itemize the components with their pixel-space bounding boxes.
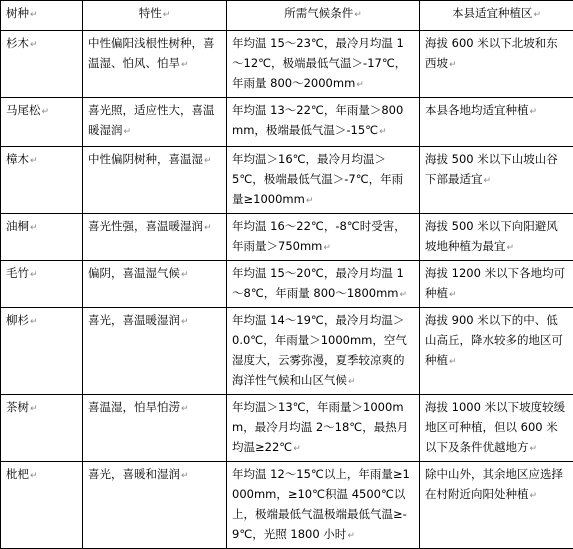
cell-species: 毛竹↵ xyxy=(1,261,83,308)
cell-region: 海拔 900 米以下的中、低山高丘，降水较多的地区可种植↵ xyxy=(420,308,573,395)
cell-region: 海拔 600 米以下北坡和东西坡↵ xyxy=(420,31,573,98)
cell-species: 柳杉↵ xyxy=(1,308,83,395)
cell-climate: 年均温 15～23℃，最冷月均温 1～12℃，极端最低气温＞-17℃，年雨量 800～2000mm↵ xyxy=(227,31,420,98)
table-row xyxy=(1,395,573,462)
cell-climate: 年均温 13～22℃，年雨量＞800mm，极端最低气温＞-15℃↵ xyxy=(227,98,420,147)
header-species: 树种↵ xyxy=(1,1,83,31)
cell-climate: 年均温＞13℃，年雨量＞1000mm，最冷月均温 2～18℃，最热月均温≥22℃↵ xyxy=(227,395,420,462)
cell-species: 枇杷↵ xyxy=(1,462,83,549)
cell-species: 樟木↵ xyxy=(1,147,83,214)
table-row xyxy=(1,31,573,98)
cell-species: 茶树↵ xyxy=(1,395,83,462)
cell-climate: 年均温 15～20℃，最冷月均温 1～8℃，年雨量 800～1800mm↵ xyxy=(227,261,420,308)
table-row xyxy=(1,147,573,214)
table-row xyxy=(1,261,573,308)
header-traits: 特性↵ xyxy=(83,1,227,31)
cell-climate: 年均温 14～19℃，最冷月均温＞0.0℃，年雨量＞1000mm，空气湿度大，云雾弥漫，夏季较凉爽的海洋性气候和山区气候↵ xyxy=(227,308,420,395)
cell-species: 马尾松↵ xyxy=(1,98,83,147)
cell-region: 本县各地均适宜种植↵ xyxy=(420,98,573,147)
cell-region: 海拔 500 米以下山坡山谷下部最适宜↵ xyxy=(420,147,573,214)
cell-species: 杉木↵ xyxy=(1,31,83,98)
table-row xyxy=(1,214,573,261)
cell-region: 海拔 1000 米以下坡度较缓地区可种植，但以 600 米以下及条件优越地方↵ xyxy=(420,395,573,462)
cell-traits: 喜光性强，喜温暖湿润↵ xyxy=(83,214,227,261)
cell-traits: 喜温湿，怕旱怕涝↵ xyxy=(83,395,227,462)
table-row xyxy=(1,308,573,395)
header-climate: 所需气候条件↵ xyxy=(227,1,420,31)
header-region: 本县适宜种植区↵ xyxy=(420,1,573,31)
cell-region: 除中山外，其余地区应选择在村附近向阳处种植↵ xyxy=(420,462,573,549)
cell-species: 油桐↵ xyxy=(1,214,83,261)
table-row xyxy=(1,98,573,147)
cell-region: 海拔 500 米以下向阳避风坡地种植为最宜↵ xyxy=(420,214,573,261)
cell-climate: 年均温 12～15℃以上，年雨量≥1000mm，≥10℃积温 4500℃以上，极端最低气温极端最低气温≥-9℃，光照 1800 小时↵ xyxy=(227,462,420,549)
cell-climate: 年均温＞16℃，最冷月均温＞5℃，极端最低气温＞-7℃，年雨量≥1000mm↵ xyxy=(227,147,420,214)
table-row xyxy=(1,462,573,549)
cell-traits: 偏阴，喜温湿气候↵ xyxy=(83,261,227,308)
header-row xyxy=(1,1,573,31)
cell-climate: 年均温 16～22℃，-8℃时受害，年雨量＞750mm↵ xyxy=(227,214,420,261)
cell-traits: 喜光，喜温暖湿润↵ xyxy=(83,308,227,395)
cell-region: 海拔 1200 米以下各地均可种植↵ xyxy=(420,261,573,308)
cell-traits: 中性偏阳浅根性树种，喜温湿、怕风、怕旱↵ xyxy=(83,31,227,98)
cell-traits: 喜光，喜暖和湿润↵ xyxy=(83,462,227,549)
cell-traits: 喜光照，适应性大，喜温暖湿润↵ xyxy=(83,98,227,147)
cell-traits: 中性偏阴树种，喜温湿↵ xyxy=(83,147,227,214)
